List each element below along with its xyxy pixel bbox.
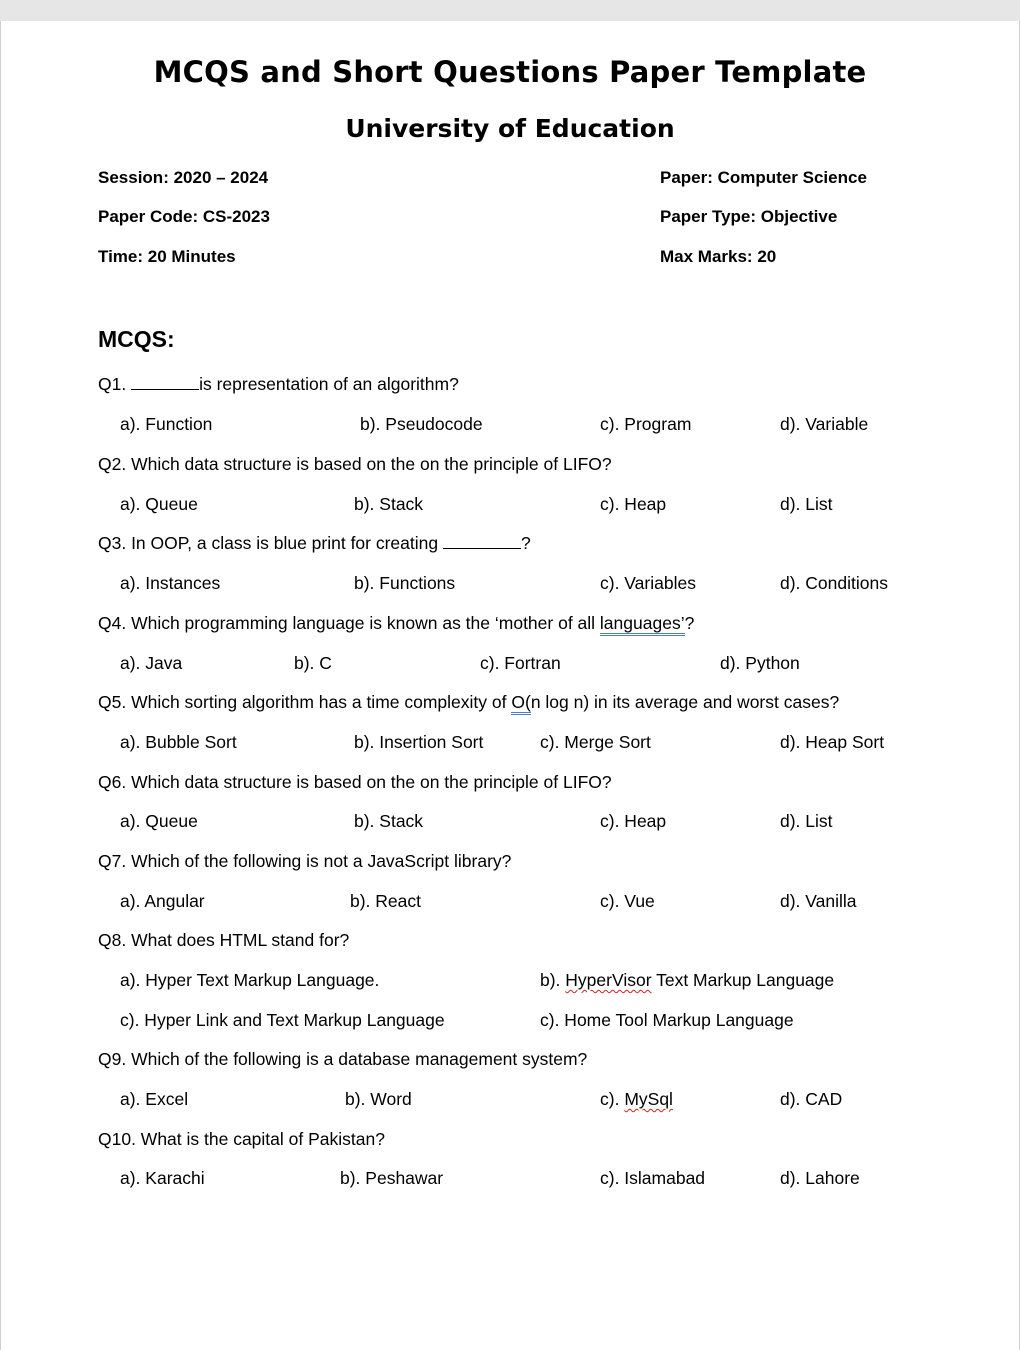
option: a). Bubble Sort bbox=[120, 732, 237, 752]
grammar-mark[interactable]: languages’ bbox=[600, 613, 685, 636]
question-10: Q10. What is the capital of Pakistan? bbox=[98, 1129, 385, 1149]
question-5: Q5. Which sorting algorithm has a time complexity of O(n log n) in its average and worst cases? bbox=[98, 692, 839, 713]
option: a). Queue bbox=[120, 811, 198, 831]
option: a). Queue bbox=[120, 494, 198, 514]
option: b). Stack bbox=[354, 494, 424, 514]
paper-info: Paper: Computer Science bbox=[660, 168, 867, 187]
question-9: Q9. Which of the following is a database management system? bbox=[98, 1049, 588, 1069]
university-name: University of Education bbox=[345, 114, 675, 143]
option: a). Instances bbox=[120, 573, 221, 593]
option: b). Peshawar bbox=[340, 1168, 444, 1188]
question-3: Q3. In OOP, a class is blue print for creating ? bbox=[98, 533, 531, 553]
option: a). Hyper Text Markup Language. bbox=[120, 970, 380, 990]
option: c). Heap bbox=[600, 494, 667, 514]
option: d). List bbox=[780, 811, 833, 831]
max-marks-info: Max Marks: 20 bbox=[660, 247, 777, 266]
option: b). Insertion Sort bbox=[354, 732, 484, 752]
option: c). Vue bbox=[600, 891, 655, 911]
option: c). Merge Sort bbox=[540, 732, 651, 752]
option: c). Islamabad bbox=[600, 1168, 706, 1188]
option: b). React bbox=[350, 891, 421, 911]
option: d). Conditions bbox=[780, 573, 888, 593]
question-7: Q7. Which of the following is not a JavaScript library? bbox=[98, 851, 512, 871]
option: d). Heap Sort bbox=[780, 732, 885, 752]
option: d). CAD bbox=[780, 1089, 843, 1109]
spellcheck-word[interactable]: MySql bbox=[624, 1089, 673, 1109]
option: a). Java bbox=[120, 653, 183, 673]
option: d). List bbox=[780, 494, 833, 514]
time-info: Time: 20 Minutes bbox=[98, 247, 236, 266]
option: c). Home Tool Markup Language bbox=[540, 1010, 794, 1030]
answer-blank bbox=[131, 375, 199, 390]
paper-title: MCQS and Short Questions Paper Template bbox=[153, 55, 867, 89]
option: c). Heap bbox=[600, 811, 667, 831]
option: d). Vanilla bbox=[780, 891, 857, 911]
option: b). Pseudocode bbox=[360, 414, 483, 434]
session-info: Session: 2020 – 2024 bbox=[98, 168, 269, 187]
option: a). Excel bbox=[120, 1089, 189, 1109]
paper-type-info: Paper Type: Objective bbox=[660, 207, 838, 226]
option: d). Lahore bbox=[780, 1168, 860, 1188]
option: b). Functions bbox=[354, 573, 456, 593]
paper-code-info: Paper Code: CS-2023 bbox=[98, 207, 270, 226]
mcqs-heading: MCQS: bbox=[98, 326, 175, 352]
option: b). Stack bbox=[354, 811, 424, 831]
option: b). HyperVisor Text Markup Language bbox=[540, 970, 835, 990]
question-2: Q2. Which data structure is based on the on the principle of LIFO? bbox=[98, 454, 612, 474]
option: b). Word bbox=[345, 1089, 412, 1109]
option: d). Python bbox=[720, 653, 800, 673]
option: c). Hyper Link and Text Markup Language bbox=[120, 1010, 445, 1030]
option: d). Variable bbox=[780, 414, 869, 434]
question-4: Q4. Which programming language is known as the ‘mother of all languages’? bbox=[98, 613, 694, 634]
question-6: Q6. Which data structure is based on the on the principle of LIFO? bbox=[98, 772, 612, 792]
option: c). Fortran bbox=[480, 653, 561, 673]
answer-blank bbox=[443, 534, 521, 549]
option: a). Angular bbox=[120, 891, 205, 911]
question-8: Q8. What does HTML stand for? bbox=[98, 930, 350, 950]
grammar-mark[interactable]: O( bbox=[511, 692, 530, 715]
spellcheck-word[interactable]: HyperVisor bbox=[565, 970, 652, 990]
option: c). MySql bbox=[600, 1089, 673, 1109]
option: b). C bbox=[294, 653, 332, 673]
option: a). Karachi bbox=[120, 1168, 205, 1188]
option: c). Program bbox=[600, 414, 692, 434]
question-1: Q1. is representation of an algorithm? bbox=[98, 374, 459, 394]
option: c). Variables bbox=[600, 573, 696, 593]
option: a). Function bbox=[120, 414, 213, 434]
